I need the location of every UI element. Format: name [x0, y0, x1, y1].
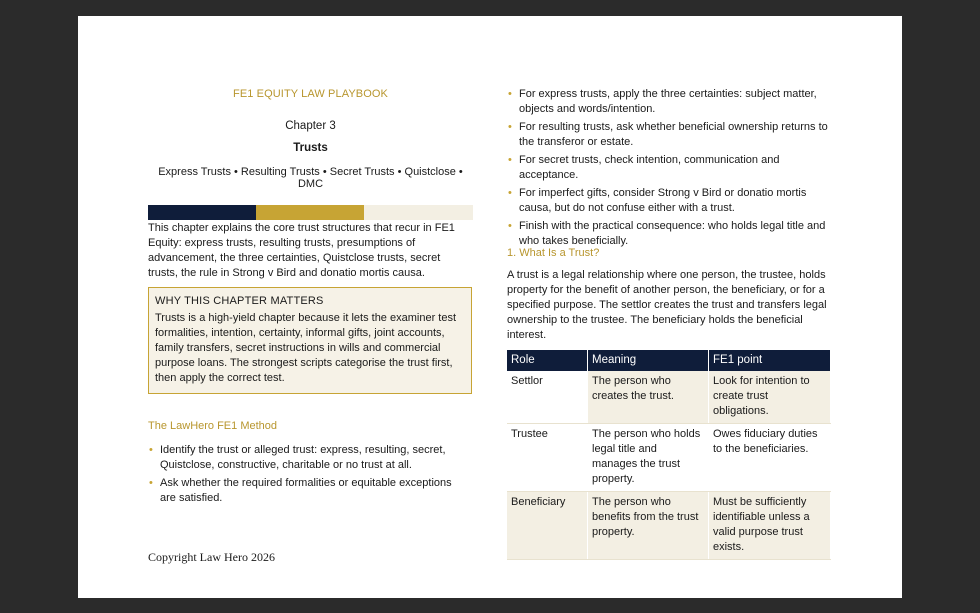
- table-cell: Look for intention to create trust obligations.: [709, 371, 831, 424]
- why-matters-callout: [148, 287, 472, 394]
- list-item-text: Identify the trust or alleged trust: express, resulting, secret, Quistclose, constructive, charitable or no trust at all.: [160, 444, 446, 471]
- method-list: [148, 443, 468, 509]
- list-item: [507, 219, 832, 249]
- table-header-cell: Role: [507, 350, 588, 371]
- table-row: [507, 424, 831, 492]
- color-bar-cream: [364, 205, 473, 220]
- table-cell: The person who creates the trust.: [588, 371, 709, 424]
- method-heading: The LawHero FE1 Method: [148, 420, 278, 432]
- section-paragraph: A trust is a legal relationship where one person, the trustee, holds property for the benefit of another person, the beneficiary, or for a specified purpose. The settlor creates the trust and transfers legal ownership to the trustee. The beneficiary holds the beneficial interest.: [507, 269, 827, 341]
- list-item-text: For imperfect gifts, consider Strong v Bird or donatio mortis causa, but do not confuse either with a trust.: [519, 187, 807, 214]
- bullet-icon: •: [508, 88, 512, 100]
- list-item-text: For secret trusts, check intention, communication and acceptance.: [519, 154, 780, 181]
- bullet-icon: •: [508, 220, 512, 232]
- table-cell: Owes fiduciary duties to the beneficiaries.: [709, 424, 831, 492]
- table-row: [507, 492, 831, 560]
- chapter-intro: This chapter explains the core trust structures that recur in FE1 Equity: express trusts, resulting trusts, presumptions of advancement, the three certainties, Quistclose trusts, secret trusts, the rule in Strong v Bird and donatio mortis causa.: [148, 222, 455, 279]
- bullet-icon: •: [149, 444, 153, 456]
- bullet-icon: •: [508, 154, 512, 166]
- bullet-icon: •: [508, 121, 512, 133]
- table-cell: Settlor: [507, 371, 588, 424]
- list-item: [507, 120, 832, 150]
- list-item: [507, 186, 832, 216]
- color-bar-navy: [148, 205, 256, 220]
- document-kicker: FE1 EQUITY LAW PLAYBOOK: [233, 88, 388, 100]
- callout-body: Trusts is a high-yield chapter because it lets the examiner test formalities, intention, certainty, informal gifts, joint accounts, family transfers, secret instructions in wills and commercial purpose loans. The strongest scripts categorise the trust first, then apply the correct test.: [155, 312, 457, 384]
- chapter-topics: Express Trusts • Resulting Trusts • Secret Trusts • Quistclose • DMC: [158, 166, 463, 190]
- copyright-notice: Copyright Law Hero 2026: [148, 550, 275, 564]
- chapter-number: Chapter 3: [285, 120, 336, 132]
- list-item-text: Finish with the practical consequence: who holds legal title and who takes beneficially.: [519, 220, 826, 247]
- bullet-icon: •: [149, 477, 153, 489]
- list-item-text: For resulting trusts, ask whether beneficial ownership returns to the transferor or estate.: [519, 121, 828, 148]
- list-item: [148, 443, 468, 473]
- document-page: [78, 16, 902, 598]
- table-header-cell: Meaning: [588, 350, 709, 371]
- list-item: [507, 153, 832, 183]
- bullet-icon: •: [508, 187, 512, 199]
- color-bar-gold: [256, 205, 364, 220]
- table-cell: Trustee: [507, 424, 588, 492]
- list-item: [148, 476, 468, 506]
- table-cell: Beneficiary: [507, 492, 588, 560]
- table-row: [507, 371, 831, 424]
- list-item-text: Ask whether the required formalities or equitable exceptions are satisfied.: [160, 477, 452, 504]
- table-cell: The person who holds legal title and manages the trust property.: [588, 424, 709, 492]
- table-header-row: [507, 350, 831, 371]
- method-list-continued: [507, 87, 832, 252]
- list-item-text: For express trusts, apply the three certainties: subject matter, objects and words/intention.: [519, 88, 817, 115]
- chapter-title: Trusts: [293, 142, 328, 154]
- table-cell: Must be sufficiently identifiable unless a valid purpose trust exists.: [709, 492, 831, 560]
- roles-table: [507, 350, 831, 560]
- decorative-color-bar: [148, 205, 473, 220]
- list-item: [507, 87, 832, 117]
- callout-title: WHY THIS CHAPTER MATTERS: [155, 295, 324, 307]
- table-cell: The person who benefits from the trust property.: [588, 492, 709, 560]
- section-heading-what-is-trust: 1. What Is a Trust?: [507, 247, 600, 259]
- table-header-cell: FE1 point: [709, 350, 831, 371]
